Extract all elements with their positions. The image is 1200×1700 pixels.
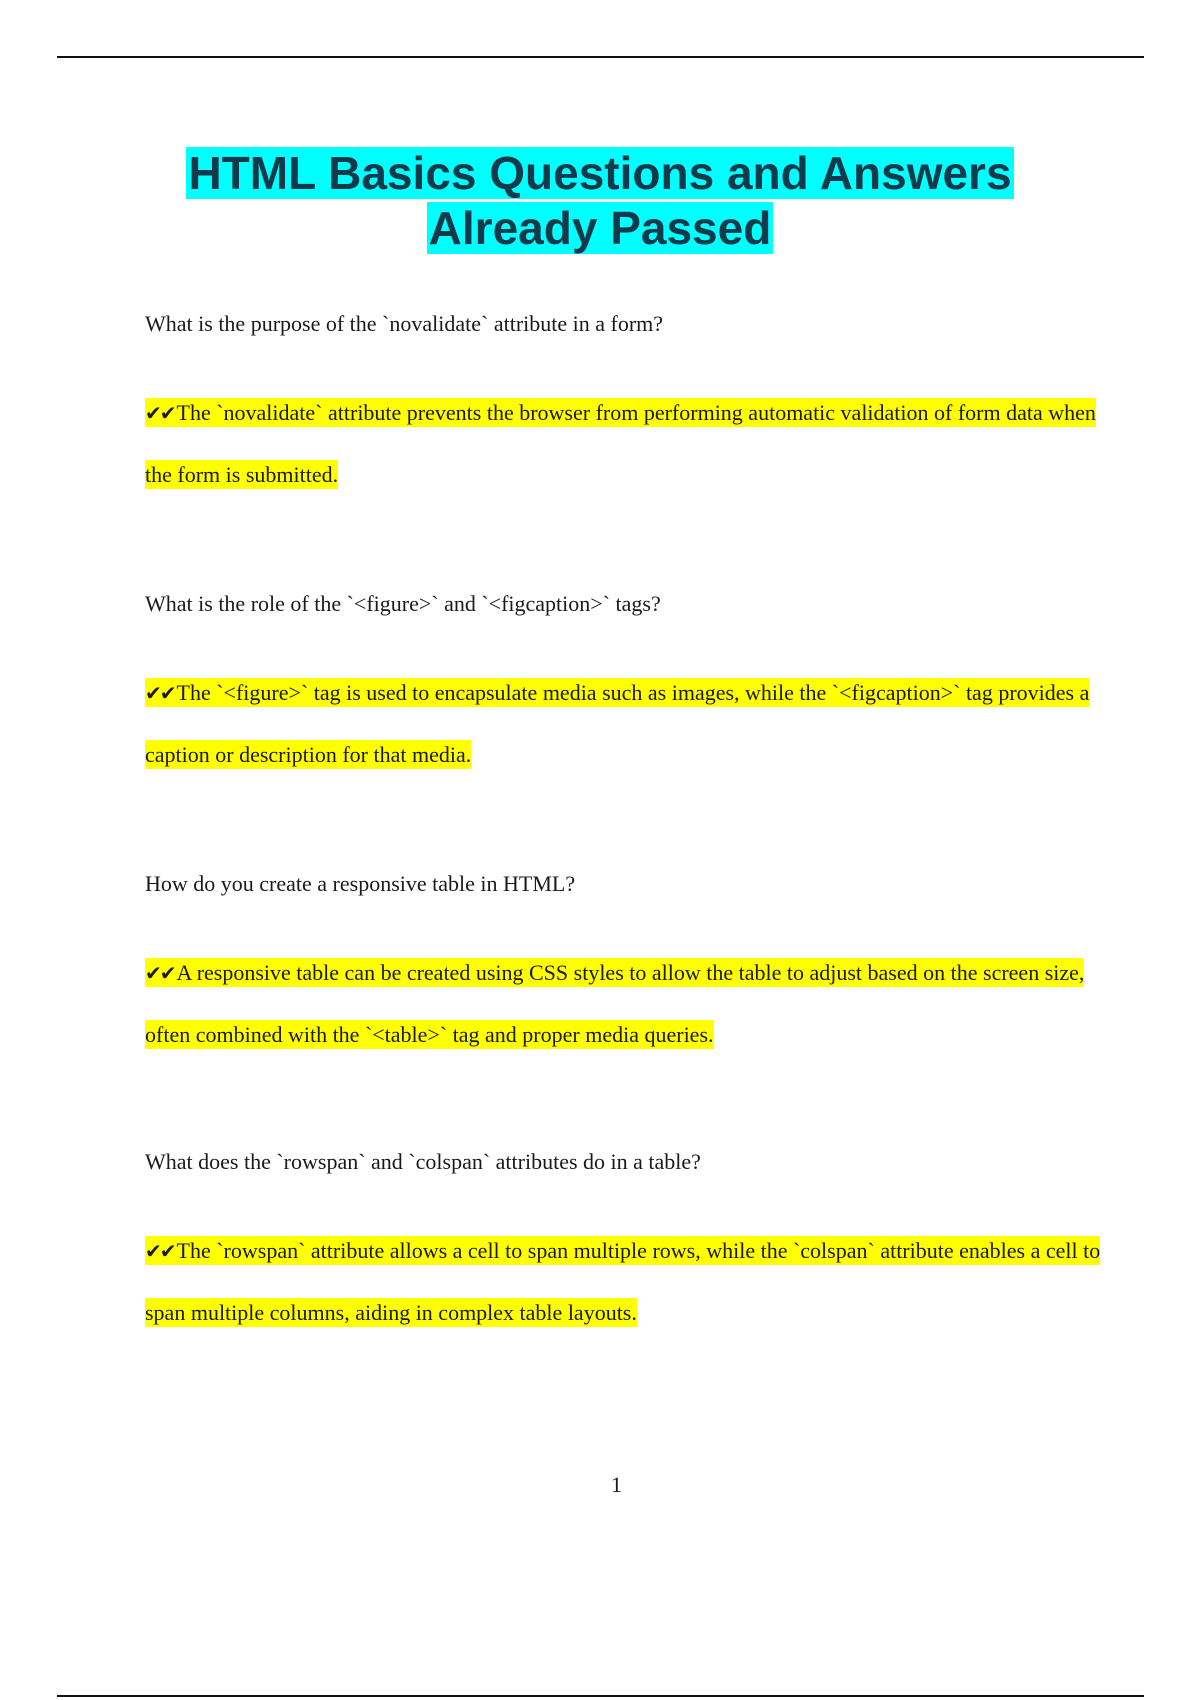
check-mark-icon: ✔✔ [145,681,175,705]
qa-item-3 [145,870,1105,1065]
document-title [0,146,1200,256]
qa-item-2 [145,590,1105,785]
answer-body: The `rowspan` attribute allows a cell to span multiple rows, while the `colspan` attribute enables a cell to span multiple columns, aiding in complex table layouts. [145,1238,1101,1325]
check-mark-icon: ✔✔ [145,1239,175,1263]
answer-text [145,1220,1105,1343]
bottom-rule [57,1695,1144,1697]
question-text: What does the `rowspan` and `colspan` attributes do in a table? [145,1149,701,1174]
answer-text [145,662,1105,785]
answer-text [145,942,1105,1065]
title-line-2: Already Passed [428,202,772,254]
page-number: 1 [611,1472,622,1497]
qa-item-1 [145,310,1105,505]
answer-body: The `novalidate` attribute prevents the browser from performing automatic validation of form data when the form is submitted. [145,400,1096,487]
question-text: What is the purpose of the `novalidate` attribute in a form? [145,311,664,336]
top-rule [57,56,1144,58]
title-line-1: HTML Basics Questions and Answers [188,147,1012,199]
check-mark-icon: ✔✔ [145,401,175,425]
answer-text [145,382,1105,505]
qa-item-4 [145,1148,1105,1343]
question-text: What is the role of the `<figure>` and `<figcaption>` tags? [145,591,661,616]
check-mark-icon: ✔✔ [145,961,175,985]
question-text: How do you create a responsive table in HTML? [145,871,576,896]
answer-body: A responsive table can be created using CSS styles to allow the table to adjust based on the screen size, often combined with the `<table>` tag and proper media queries. [145,960,1085,1047]
answer-body: The `<figure>` tag is used to encapsulate media such as images, while the `<figcaption>` tag provides a caption or description for that media. [145,680,1090,767]
